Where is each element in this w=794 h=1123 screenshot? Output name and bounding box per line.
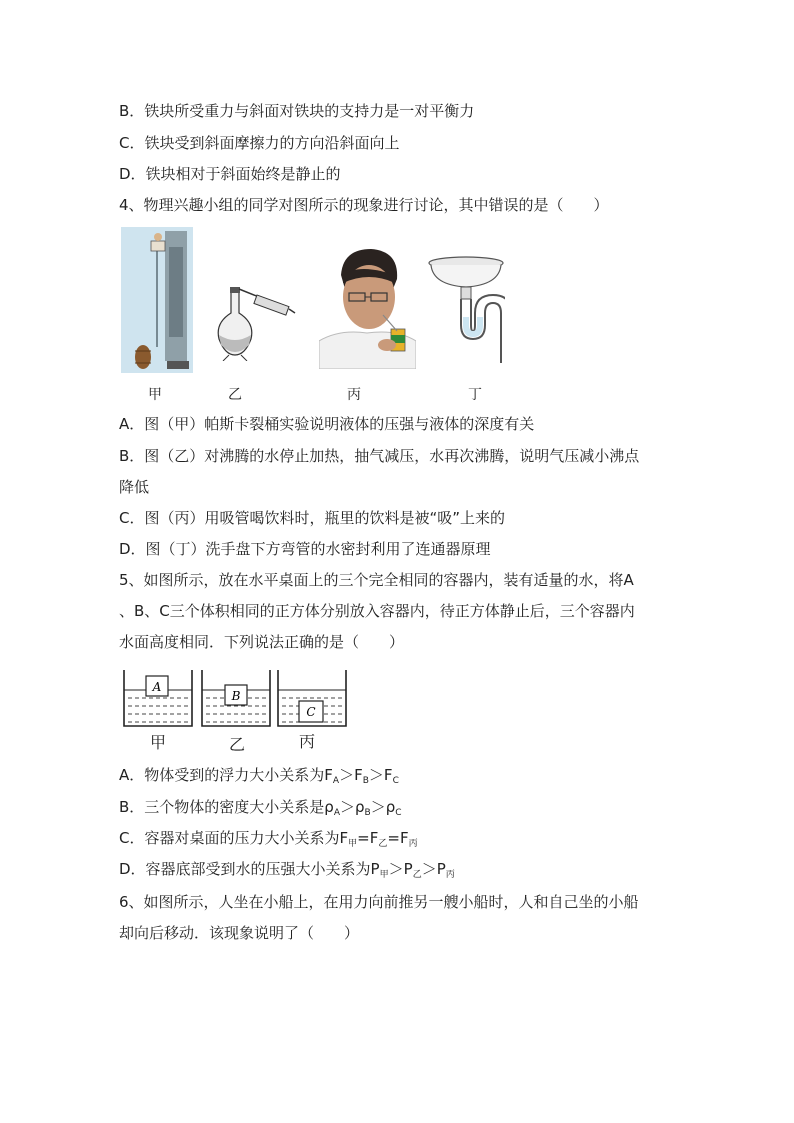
q4-option-b-line1: B．图（乙）对沸腾的水停止加热，抽气减压，水再次沸腾，说明气压减小沸点 [119,447,640,465]
q3-option-d: D．铁块相对于斜面始终是静止的 [119,165,341,183]
q5-stem-line1: 5、如图所示，放在水平桌面上的三个完全相同的容器内，装有适量的水，将A [119,571,634,589]
block-label-a: A [152,680,162,694]
container-jia [124,670,192,726]
q4-figure-ding [427,255,505,365]
block-label-c: C [306,705,316,719]
q4-stem: 4、物理兴趣小组的同学对图所示的现象进行讨论，其中错误的是（ ） [119,196,609,214]
q6-stem-line1: 6、如图所示，人坐在小船上，在用力向前推另一艘小船时，人和自己坐的小船 [119,893,639,911]
q4-figure-yi [213,283,297,361]
q4-caption-bing: 丙 [347,387,361,403]
q5-option-b: B．三个物体的密度大小关系是$\rho_A>\rho_B>\rho_C$ [119,798,402,818]
q4-option-a: A．图（甲）帕斯卡裂桶实验说明液体的压强与液体的深度有关 [119,415,535,433]
q4-option-c: C．图（丙）用吸管喝饮料时，瓶里的饮料是被“吸”上来的 [119,509,506,527]
q3-option-b: B．铁块所受重力与斜面对铁块的支持力是一对平衡力 [119,102,475,120]
q5-containers-figure [122,668,348,732]
q5-caption-jia: 甲 [150,733,167,752]
block-label-b: B [231,689,241,703]
q5-caption-bing: 丙 [299,732,316,751]
q4-caption-yi: 乙 [228,387,242,403]
q5-stem-line3: 水面高度相同．下列说法正确的是（ ） [119,633,405,651]
q4-figure-bing [319,245,416,369]
q5-option-a: A．物体受到的浮力大小关系为$F_A>F_B>F_C$ [119,766,399,786]
q4-caption-jia: 甲 [148,387,162,403]
q4-option-b-line2: 降低 [119,478,150,496]
q4-figure-jia [121,227,193,373]
q5-option-c: C．容器对桌面的压力大小关系为$F_甲=F_乙=F_丙$ [119,829,418,849]
q5-stem-line2: 、B、C三个体积相同的正方体分别放入容器内，待正方体静止后，三个容器内 [119,602,635,620]
q4-caption-ding: 丁 [468,387,482,403]
q5-option-d: D．容器底部受到水的压强大小关系为$P_甲>P_乙>P_丙$ [119,860,455,880]
q3-option-c: C．铁块受到斜面摩擦力的方向沿斜面向上 [119,134,400,152]
q5-caption-yi: 乙 [229,735,246,754]
q4-option-d: D．图（丁）洗手盘下方弯管的水密封利用了连通器原理 [119,540,491,558]
q6-stem-line2: 却向后移动．该现象说明了（ ） [119,924,360,942]
